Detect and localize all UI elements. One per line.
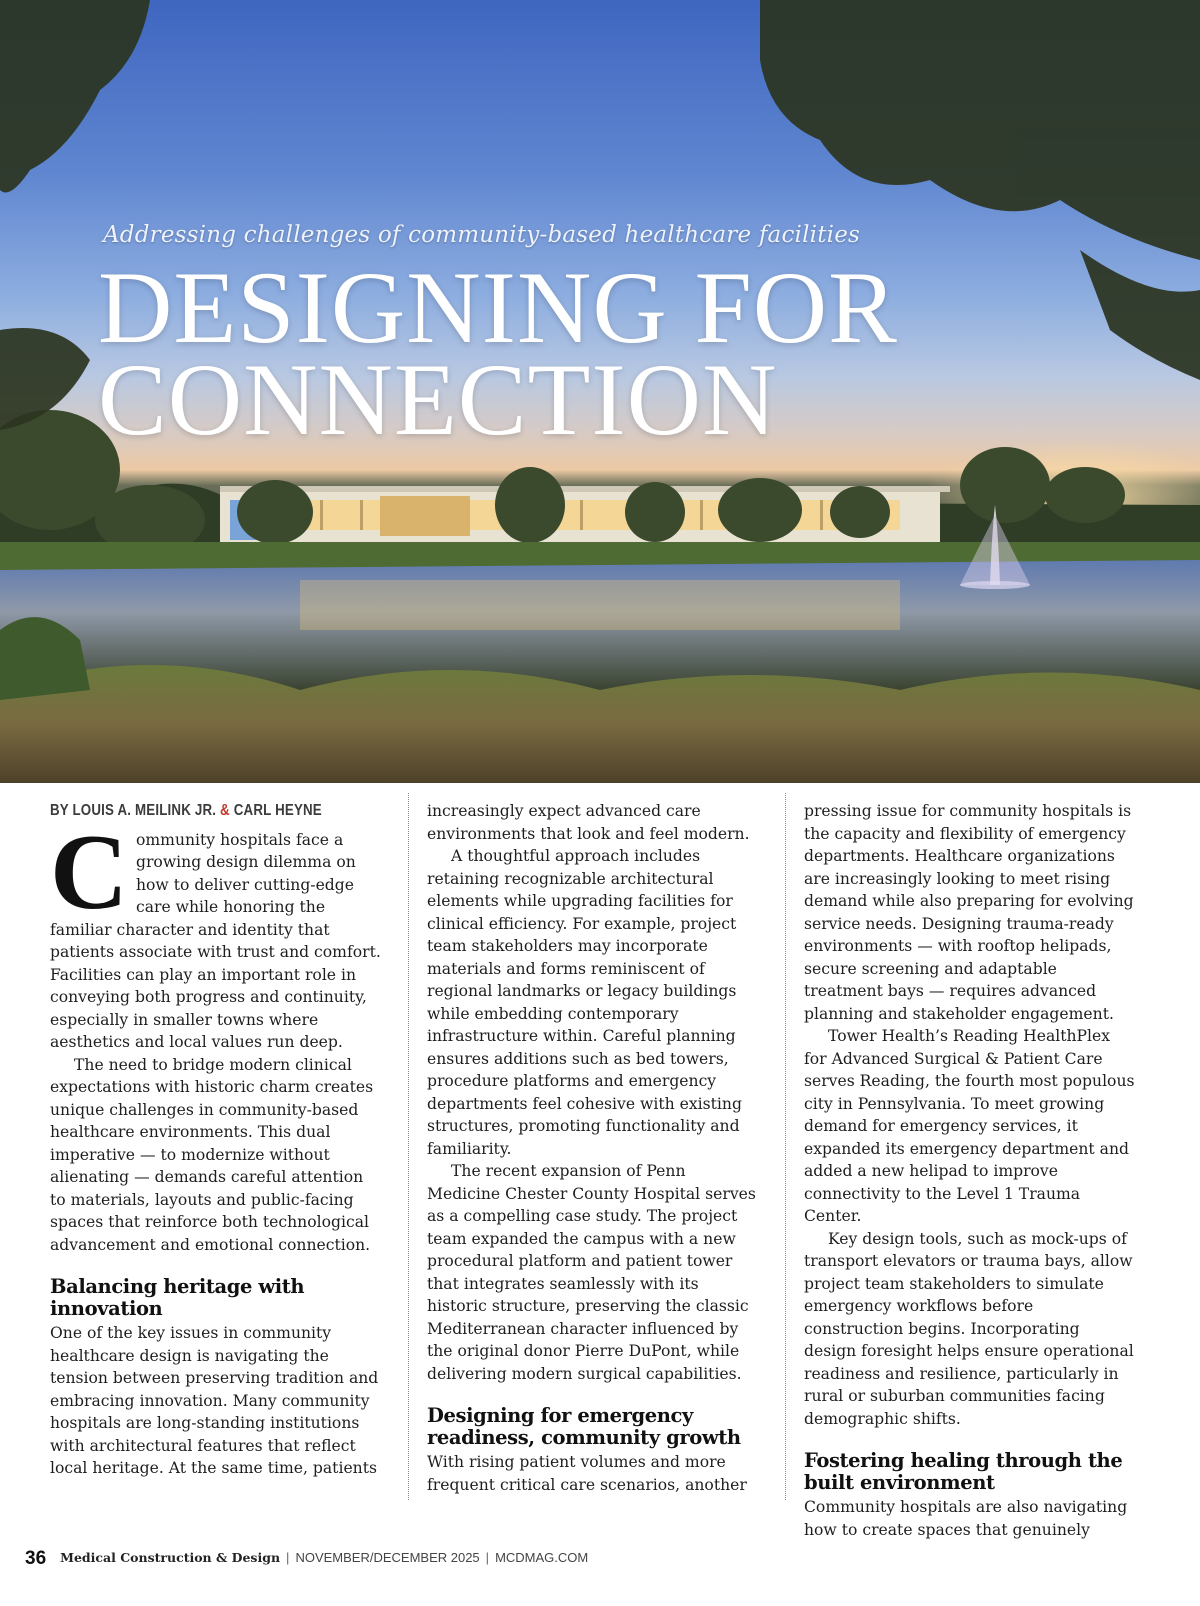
- paragraph: Key design tools, such as mock-ups of transport elevators or trauma bays, allow project team stakeholders to simulate emergency workflows before construction begins. Incorporating design foresight helps ensure operational readiness and resilience, particularly in rural or suburban communities facing demographic shifts.: [804, 1229, 1134, 1428]
- article-title: [98, 251, 898, 457]
- magazine-name: Medical Construction & Design: [60, 1550, 281, 1565]
- article-column-2: [427, 800, 759, 1496]
- paragraph: The need to bridge modern clinical expectations with historic charm creates unique challenges in community-based healthcare environments. This dual imperative — to modernize without alienating — demands careful attention to materials, layouts and public-facing spaces that reinforce both technological advancement and emotional connection.: [50, 1055, 374, 1254]
- issue-date: NOVEMBER/DECEMBER 2025: [295, 1550, 480, 1565]
- paragraph: The recent expansion of Penn Medicine Chester County Hospital serves as a compelling case study. The project team expanded the campus with a new procedural platform and patient tower that integrates seamlessly with its historic structure, preserving the classic Mediterranean character influenced by the original donor Pierre DuPont, while delivering modern surgical capabilities.: [427, 1162, 756, 1383]
- paragraph: pressing issue for community hospitals is the capacity and flexibility of emergency departments. Healthcare organizations are increasingly looking to meet rising demand while also preparing for evolving service needs. Designing trauma-ready environments — with rooftop helipads, secure screening and adaptable treatment bays — requires advanced planning and stakeholder engagement.: [804, 802, 1134, 1023]
- title-line-1: DESIGNING FOR: [98, 251, 898, 365]
- paragraph: A thoughtful approach includes retaining recognizable architectural elements while upgrading facilities for clinical efficiency. For example, project team stakeholders may incorporate materials and forms reminiscent of regional landmarks or legacy buildings while embedding contemporary infrastructure within. Careful planning ensures additions such as bed towers, procedure platforms and emergency departments feel cohesive with existing structures, promoting functionality and familiarity.: [427, 847, 742, 1158]
- paragraph: increasingly expect advanced care environments that look and feel modern.: [427, 802, 750, 843]
- drop-cap: C: [50, 812, 128, 932]
- paragraph: With rising patient volumes and more frequent critical care scenarios, another: [427, 1453, 747, 1494]
- reflection: [300, 580, 900, 630]
- hero-subtitle: Addressing challenges of community-based healthcare facilities: [103, 222, 861, 248]
- footer-separator: |: [485, 1550, 490, 1565]
- lead-paragraph: [50, 812, 382, 1054]
- article-column-3: [804, 800, 1136, 1541]
- paragraph: Tower Health’s Reading HealthPlex for Advanced Surgical & Patient Care serves Reading, the fourth most populous city in Pennsylvania. To meet growing demand for emergency services, it expanded its emergency department and added a new helipad to improve connectivity to the Level 1 Trauma Center.: [804, 1027, 1135, 1225]
- article-column-1: [50, 800, 382, 1480]
- section-heading: Fostering healing through the built environment: [804, 1449, 1123, 1494]
- title-line-2: CONNECTION: [98, 343, 778, 457]
- section-heading: Balancing heritage with innovation: [50, 1275, 305, 1320]
- byline: [50, 800, 336, 823]
- section-heading: Designing for emergency readiness, community growth: [427, 1404, 741, 1449]
- author-2: CARL HEYNE: [233, 802, 322, 819]
- column-divider: [408, 793, 409, 1500]
- footer-separator: |: [286, 1550, 290, 1565]
- website-link[interactable]: MCDMAG.COM: [495, 1550, 589, 1565]
- page-footer: [25, 1548, 588, 1570]
- paragraph: Community hospitals are also navigating how to create spaces that genuinely: [804, 1498, 1128, 1539]
- column-divider: [785, 793, 786, 1500]
- author-1: BY LOUIS A. MEILINK JR.: [50, 802, 217, 819]
- hero-photo: [0, 0, 1200, 783]
- lead-text: ommunity hospitals face a growing design dilemma on how to deliver cutting-edge care while honoring the familiar character and identity that patients associate with trust and comfort. Facilities can play an important role in conveying both progress and continuity, especially in smaller towns where aesthetics and local values run deep.: [50, 830, 381, 1051]
- paragraph: One of the key issues in community healthcare design is navigating the tension between preserving tradition and embracing innovation. Many community hospitals are long-standing institutions with architectural features that reflect local heritage. At the same time, patients: [50, 1324, 379, 1477]
- byline-ampersand: &: [220, 802, 230, 819]
- page-number: 36: [25, 1548, 47, 1569]
